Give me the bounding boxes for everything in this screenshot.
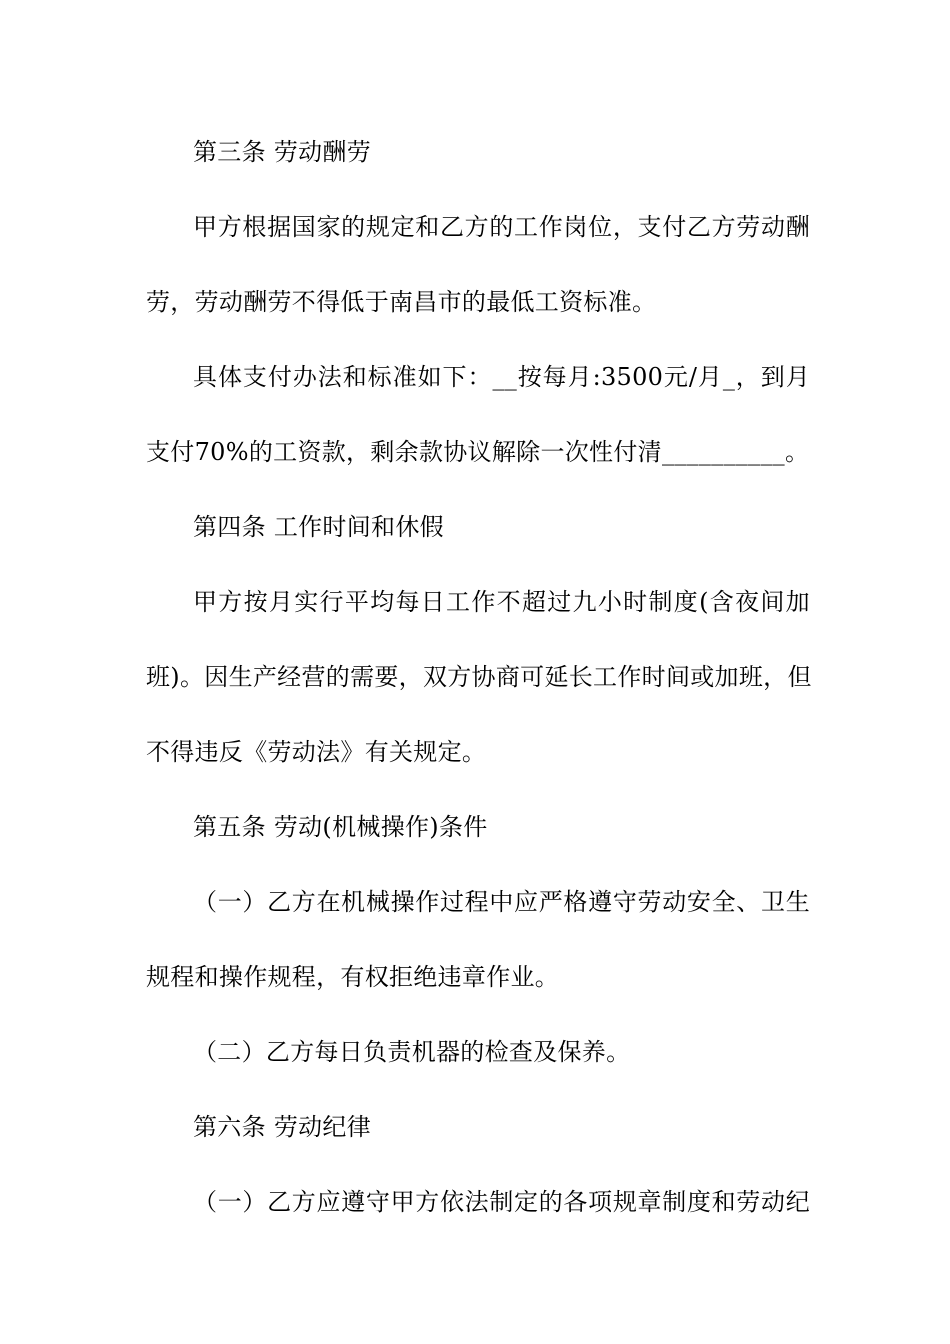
article-3-paragraph-1-line-2: 劳，劳动酬劳不得低于南昌市的最低工资标准。 [146,288,657,316]
article-4-heading: 第四条 工作时间和休假 [193,513,444,541]
article-6-item-1-line-1: （一）乙方应遵守甲方依法制定的各项规章制度和劳动纪 [193,1188,810,1216]
article-3-paragraph-1-line-1: 甲方根据国家的规定和乙方的工作岗位，支付乙方劳动酬 [193,213,810,241]
article-5-item-1-line-2: 规程和操作规程，有权拒绝违章作业。 [146,963,560,991]
article-3-paragraph-2-line-2: 支付70%的工资款，剩余款协议解除一次性付清__________。 [146,438,810,466]
article-4-paragraph-line-2: 班)。因生产经营的需要，双方协商可延长工作时间或加班，但 [146,663,812,691]
article-3-paragraph-2-line-1: 具体支付办法和标准如下：__按每月:3500元/月_，到月 [193,363,810,391]
article-5-item-2: （二）乙方每日负责机器的检查及保养。 [193,1038,631,1066]
article-5-heading: 第五条 劳动(机械操作)条件 [193,813,488,841]
article-3-heading: 第三条 劳动酬劳 [193,138,372,166]
article-5-item-1-line-1: （一）乙方在机械操作过程中应严格遵守劳动安全、卫生 [193,888,810,916]
article-4-paragraph-line-1: 甲方按月实行平均每日工作不超过九小时制度(含夜间加 [193,588,810,616]
article-6-heading: 第六条 劳动纪律 [193,1113,372,1141]
article-4-paragraph-line-3: 不得违反《劳动法》有关规定。 [146,738,487,766]
